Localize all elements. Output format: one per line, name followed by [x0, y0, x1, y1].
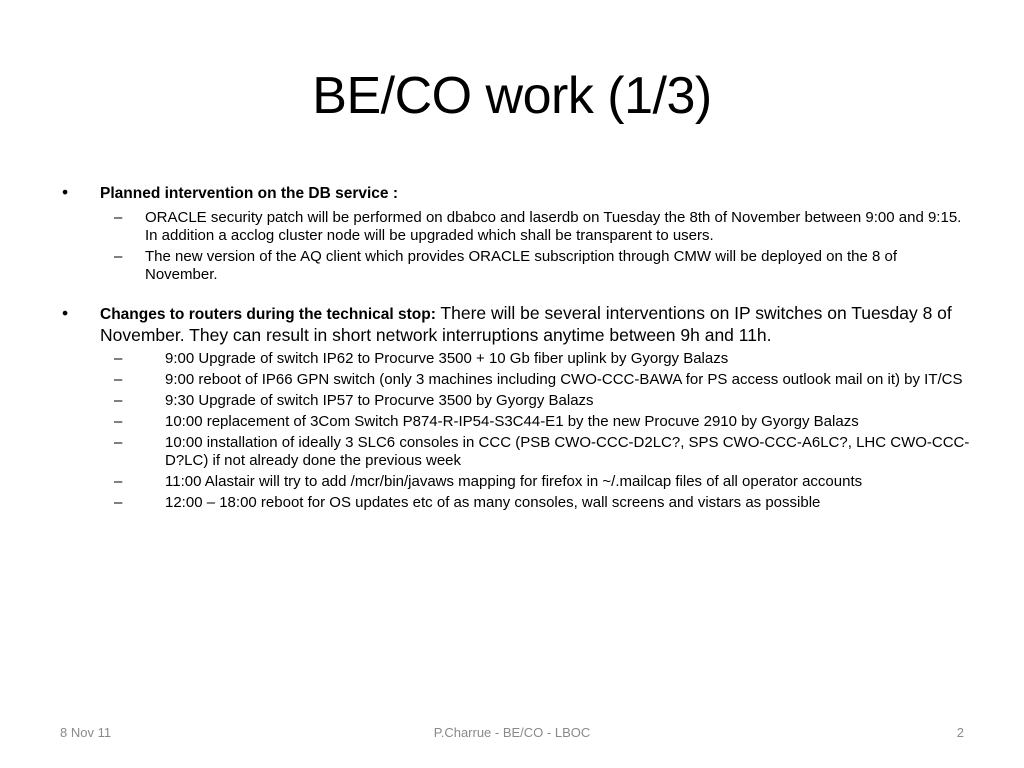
sub-item — [60, 473, 970, 491]
sub-item — [60, 350, 970, 368]
dash-icon: – — [114, 392, 123, 409]
dash-icon: – — [114, 248, 123, 265]
sub-item-text: 9:00 reboot of IP66 GPN switch (only 3 machines including CWO-CCC-BAWA for PS access outlook mail on it) by IT/CS — [165, 371, 963, 388]
footer-author: P.Charrue - BE/CO - LBOC — [433, 725, 591, 740]
sub-item — [60, 209, 970, 245]
bullet-text: There will be several interventions on IP switches on Tuesday 8 of November. They can result in short network interruptions anytime between 9h and 11h. — [100, 303, 952, 345]
sub-item-text: 10:00 installation of ideally 3 SLC6 consoles in CCC (PSB CWO-CCC-D2LC?, SPS CWO-CCC-A6LC?, LHC CWO-CCC-D?LC) if not already done the previous week — [165, 434, 970, 469]
sub-list-routers — [60, 350, 970, 512]
dash-icon: – — [114, 494, 123, 511]
dash-icon: – — [114, 350, 123, 367]
sub-item-text: ORACLE security patch will be performed on dbabco and laserdb on Tuesday the 8th of November between 9:00 and 9:15. In addition a acclog cluster node will be upgraded which shall be transparent to users. — [145, 209, 962, 244]
sub-item — [60, 413, 970, 431]
bullet-db-service — [60, 182, 970, 204]
bullet-icon: • — [62, 182, 69, 202]
bullet-lead: Changes to routers during the technical stop: — [100, 306, 436, 323]
slide-title: BE/CO work (1/3) — [312, 67, 712, 125]
sub-item — [60, 434, 970, 470]
bullet-icon: • — [62, 303, 69, 323]
footer-date: 8 Nov 11 — [60, 725, 112, 740]
bullet-lead: Planned intervention on the DB service : — [100, 185, 399, 202]
dash-icon: – — [114, 434, 123, 451]
dash-icon: – — [114, 371, 123, 388]
footer-page-number: 2 — [956, 725, 964, 740]
dash-icon: – — [114, 413, 123, 430]
dash-icon: – — [114, 473, 123, 490]
slide-content — [60, 182, 970, 515]
bullet-routers — [60, 303, 970, 345]
sub-item-text: 10:00 replacement of 3Com Switch P874-R-IP54-S3C44-E1 by the new Procuve 2910 by Gyorgy Balazs — [165, 413, 859, 430]
sub-item-text: 11:00 Alastair will try to add /mcr/bin/javaws mapping for firefox in ~/.mailcap files of all operator accounts — [165, 473, 863, 490]
sub-item — [60, 392, 970, 410]
sub-item-text: The new version of the AQ client which provides ORACLE subscription through CMW will be deployed on the 8 of November. — [145, 248, 898, 283]
sub-item-text: 9:00 Upgrade of switch IP62 to Procurve 3500 + 10 Gb fiber uplink by Gyorgy Balazs — [165, 350, 729, 367]
sub-item — [60, 248, 970, 284]
sub-item — [60, 371, 970, 389]
dash-icon: – — [114, 209, 123, 226]
sub-list-db — [60, 209, 970, 284]
sub-item — [60, 494, 970, 512]
sub-item-text: 9:30 Upgrade of switch IP57 to Procurve 3500 by Gyorgy Balazs — [165, 392, 594, 409]
sub-item-text: 12:00 – 18:00 reboot for OS updates etc of as many consoles, wall screens and vistars as possible — [165, 494, 821, 511]
